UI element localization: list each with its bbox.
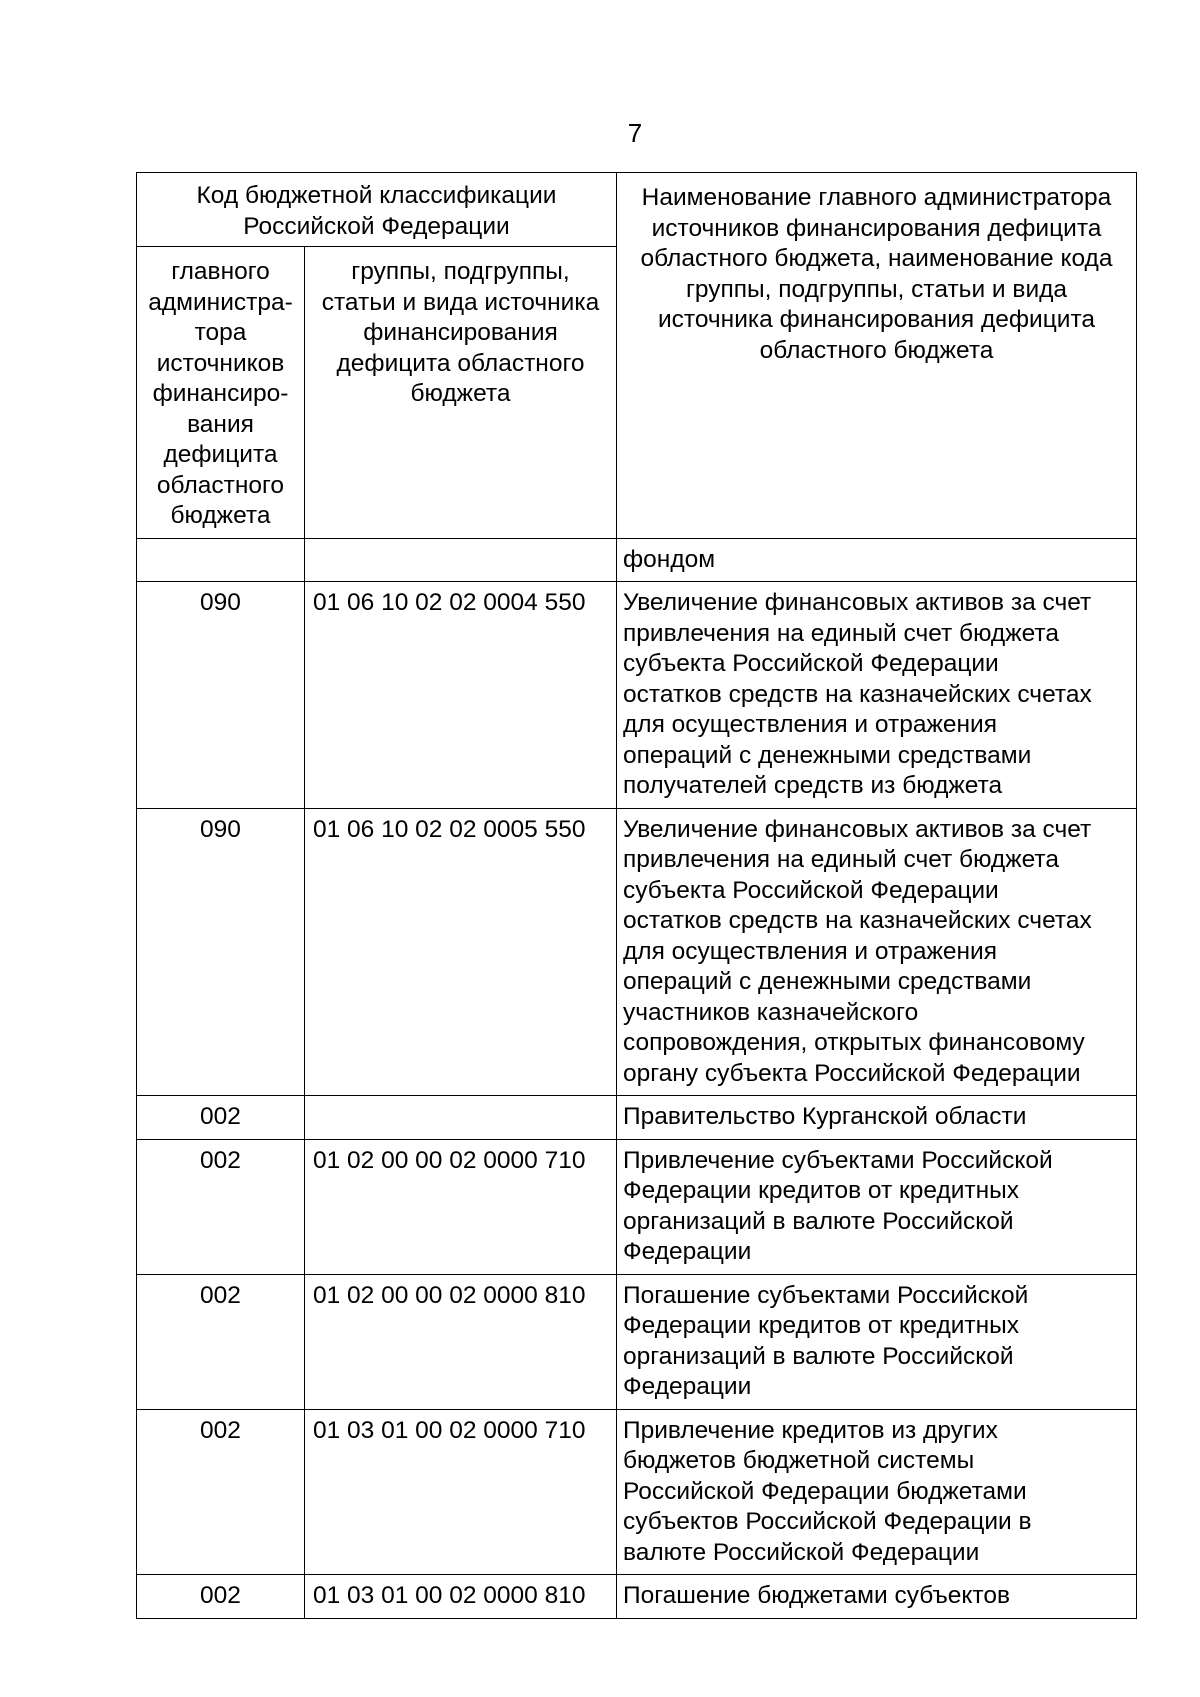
table-row <box>137 582 1137 809</box>
classification-code-cell <box>305 538 617 582</box>
header-name-text: Наименование главного администратора источников финансирования дефицита областного бюджета, наименование кода группы, подгруппы, статьи и вида источника финансирования дефицита областного бюджета <box>640 184 1113 364</box>
page-number: 7 <box>627 118 643 148</box>
classification-code-cell: 01 03 01 00 02 0000 710 <box>305 1409 617 1575</box>
header-name-column <box>617 173 1137 539</box>
budget-classification-table <box>136 172 1137 1619</box>
table-row <box>137 1409 1137 1575</box>
table-row <box>137 808 1137 1096</box>
admin-code-cell: 002 <box>137 1274 305 1409</box>
description-text: Привлечение субъектами Российской Федерации кредитов от кредитных организаций в валюте Российской Федерации <box>623 1146 1053 1265</box>
classification-code-cell <box>305 1096 617 1140</box>
description-cell <box>617 538 1137 582</box>
description-cell <box>617 1409 1137 1575</box>
admin-code-cell: 090 <box>137 808 305 1096</box>
description-cell <box>617 1575 1137 1619</box>
description-cell <box>617 582 1137 809</box>
description-cell <box>617 1096 1137 1140</box>
description-cell <box>617 1139 1137 1274</box>
description-text: фондом <box>623 545 716 573</box>
admin-code-cell <box>137 538 305 582</box>
classification-code-cell: 01 06 10 02 02 0005 550 <box>305 808 617 1096</box>
admin-code-cell: 002 <box>137 1139 305 1274</box>
description-text: Привлечение кредитов из других бюджетов бюджетной системы Российской Федерации бюджетами субъектов Российской Федерации в валюте Российской Федерации <box>623 1416 1032 1566</box>
header-code-text: группы, подгруппы, статьи и вида источника финансирования дефицита областного бюджета <box>321 258 600 407</box>
admin-code-cell: 002 <box>137 1096 305 1140</box>
classification-code-cell: 01 02 00 00 02 0000 710 <box>305 1139 617 1274</box>
admin-code-cell: 090 <box>137 582 305 809</box>
table-row <box>137 1575 1137 1619</box>
header-budget-code <box>137 173 617 247</box>
classification-code-cell: 01 03 01 00 02 0000 810 <box>305 1575 617 1619</box>
classification-code-cell: 01 02 00 00 02 0000 810 <box>305 1274 617 1409</box>
admin-code-cell: 002 <box>137 1575 305 1619</box>
header-budget-code-text: Код бюджетной классификации Российской Федерации <box>196 182 557 240</box>
description-text: Увеличение финансовых активов за счет привлечения на единый счет бюджета субъекта Российской Федерации остатков средств на казначейских счетах для осуществления и отражения операций с денежными средствами получателей средств из бюджета <box>623 589 1092 799</box>
admin-code-cell: 002 <box>137 1409 305 1575</box>
description-text: Погашение бюджетами субъектов <box>623 1582 1010 1609</box>
header-admin-column <box>137 247 305 539</box>
description-text: Увеличение финансовых активов за счет привлечения на единый счет бюджета субъекта Российской Федерации остатков средств на казначейских счетах для осуществления и отражения операций с денежными средствами участников казначейского сопровождения, открытых финансовому органу субъекта Российской Федерации <box>623 815 1092 1087</box>
table-row <box>137 1096 1137 1140</box>
description-cell <box>617 808 1137 1096</box>
table-row <box>137 538 1137 582</box>
header-admin-text: главного администра- тора источников финансиро- вания дефицита областного бюджета <box>148 258 293 529</box>
table-header <box>137 173 1137 539</box>
table-row <box>137 1274 1137 1409</box>
description-text: Погашение субъектами Российской Федерации кредитов от кредитных организаций в валюте Российской Федерации <box>623 1281 1029 1400</box>
table-body <box>137 538 1137 1618</box>
description-cell <box>617 1274 1137 1409</box>
table-row <box>137 1139 1137 1274</box>
description-text: Правительство Курганской области <box>623 1103 1027 1130</box>
classification-code-cell: 01 06 10 02 02 0004 550 <box>305 582 617 809</box>
header-code-column <box>305 247 617 539</box>
